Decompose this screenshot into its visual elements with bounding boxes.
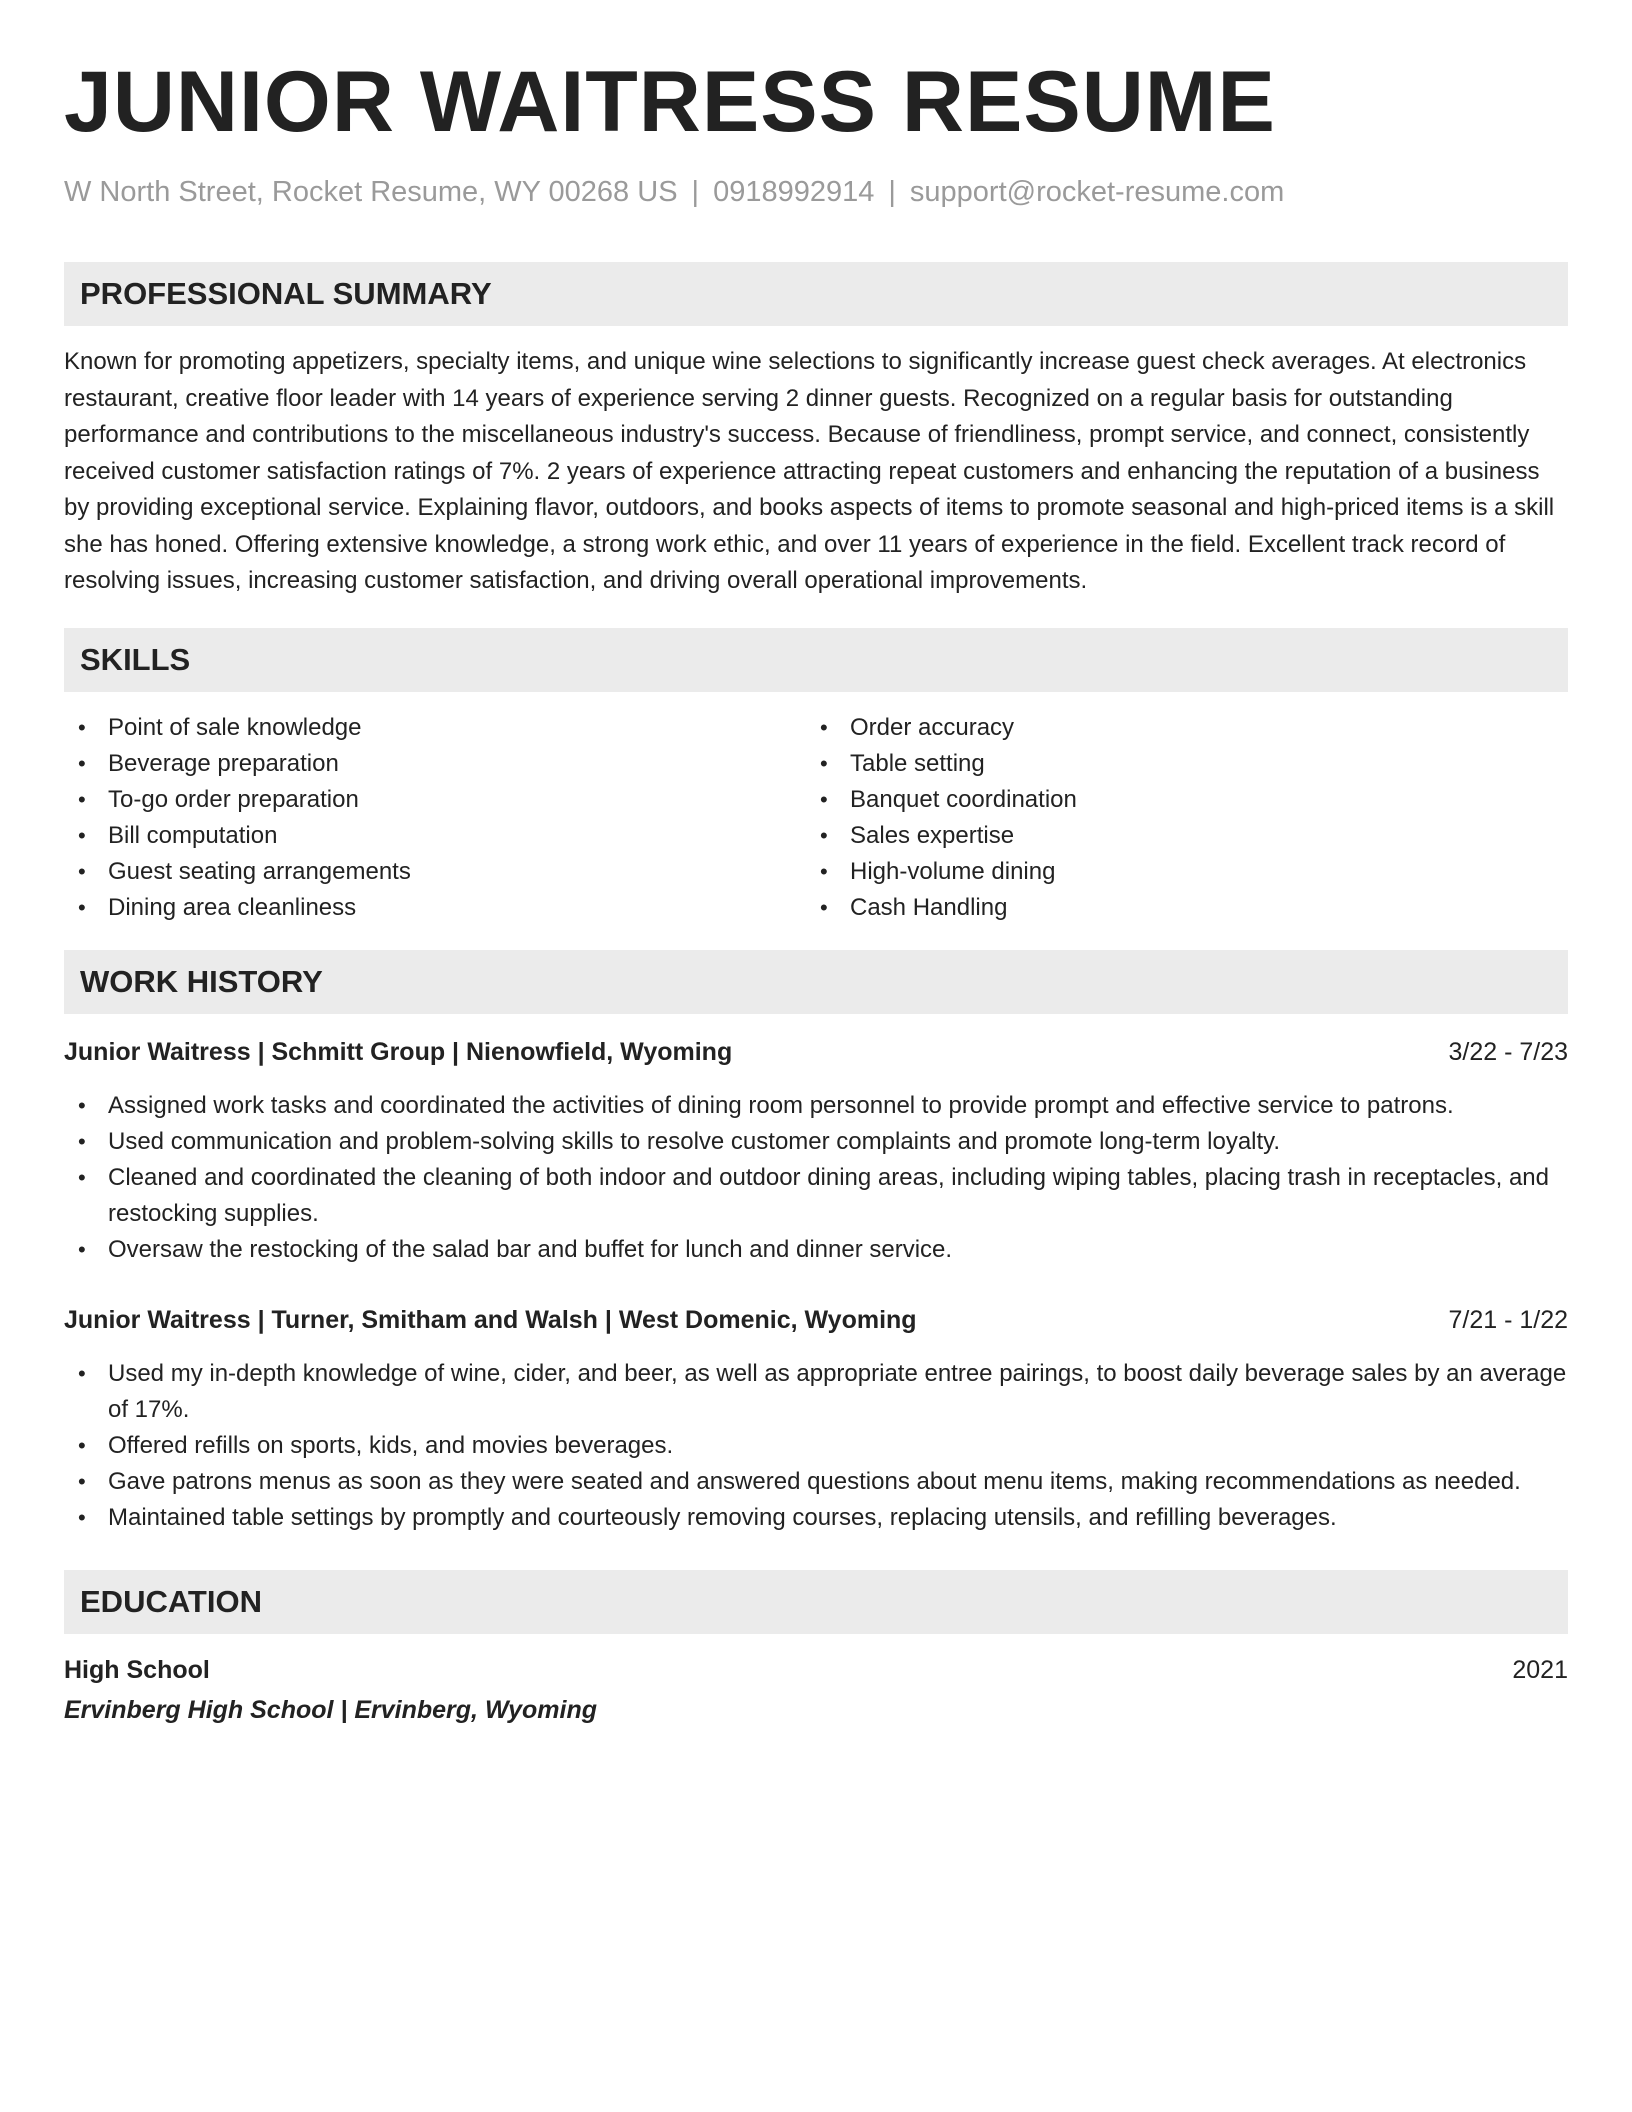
- bullet-icon: •: [820, 786, 828, 812]
- job-duty: • Maintained table settings by promptly and courteously removing courses, replacing utensils, and refilling beverages.: [64, 1500, 1568, 1536]
- job-title: Junior Waitress | Schmitt Group | Nienowfield, Wyoming: [64, 1037, 733, 1066]
- section-heading-summary: PROFESSIONAL SUMMARY: [64, 262, 1568, 326]
- bullet-icon: •: [820, 894, 828, 920]
- bullet-icon: •: [78, 1468, 86, 1494]
- section-heading-work-history: WORK HISTORY: [64, 950, 1568, 1014]
- skill-item: • Dining area cleanliness: [64, 890, 806, 926]
- skills-column-left: [64, 710, 806, 926]
- job-duties: [64, 1088, 1568, 1268]
- contact-address: W North Street, Rocket Resume, WY 00268 US: [64, 176, 678, 208]
- bullet-icon: •: [78, 786, 86, 812]
- job-duties: [64, 1356, 1568, 1536]
- skills-column-right: [806, 710, 1548, 926]
- bullet-icon: •: [78, 750, 86, 776]
- job-duty: • Oversaw the restocking of the salad bar and buffet for lunch and dinner service.: [64, 1232, 1568, 1268]
- skill-item: • Guest seating arrangements: [64, 854, 806, 890]
- contact-line: [64, 174, 1568, 210]
- education-header: [64, 1652, 1568, 1688]
- bullet-icon: •: [820, 750, 828, 776]
- skills-list: [64, 710, 1568, 926]
- job-dates: 3/22 - 7/23: [1448, 1037, 1568, 1066]
- bullet-icon: •: [820, 822, 828, 848]
- contact-email: support@rocket-resume.com: [909, 176, 1285, 208]
- job-duty: • Cleaned and coordinated the cleaning of both indoor and outdoor dining areas, including wiping tables, placing trash in receptacles, and restocking supplies.: [64, 1160, 1568, 1232]
- section-heading-education: EDUCATION: [64, 1570, 1568, 1634]
- resume-page: [64, 52, 1568, 1728]
- education-degree: High School: [64, 1655, 210, 1684]
- skill-item: • Order accuracy: [806, 710, 1548, 746]
- bullet-icon: •: [820, 858, 828, 884]
- contact-phone: 0918992914: [713, 176, 875, 208]
- contact-separator: |: [888, 176, 896, 208]
- job-header: [64, 1302, 1568, 1338]
- bullet-icon: •: [78, 822, 86, 848]
- job-duty: • Gave patrons menus as soon as they were seated and answered questions about menu items, making recommendations as needed.: [64, 1464, 1568, 1500]
- job-duty: • Used my in-depth knowledge of wine, cider, and beer, as well as appropriate entree pairings, to boost daily beverage sales by an average of 17%.: [64, 1356, 1568, 1428]
- skill-item: • Cash Handling: [806, 890, 1548, 926]
- job-duty: • Used communication and problem-solving skills to resolve customer complaints and promote long-term loyalty.: [64, 1124, 1568, 1160]
- job-header: [64, 1034, 1568, 1070]
- skill-item: • Bill computation: [64, 818, 806, 854]
- education-school: Ervinberg High School | Ervinberg, Wyoming: [64, 1695, 597, 1724]
- bullet-icon: •: [78, 1128, 86, 1154]
- bullet-icon: •: [78, 894, 86, 920]
- skill-item: • To-go order preparation: [64, 782, 806, 818]
- job-duty: • Assigned work tasks and coordinated the activities of dining room personnel to provide prompt and effective service to patrons.: [64, 1088, 1568, 1124]
- job-duty: • Offered refills on sports, kids, and movies beverages.: [64, 1428, 1568, 1464]
- bullet-icon: •: [78, 1432, 86, 1458]
- bullet-icon: •: [78, 714, 86, 740]
- skill-item: • Table setting: [806, 746, 1548, 782]
- skill-item: • High-volume dining: [806, 854, 1548, 890]
- job-entry: [64, 1302, 1568, 1536]
- contact-separator: |: [691, 176, 700, 208]
- job-dates: 7/21 - 1/22: [1448, 1305, 1568, 1334]
- bullet-icon: •: [78, 858, 86, 884]
- education-entry: [64, 1652, 1568, 1728]
- job-entry: [64, 1034, 1568, 1268]
- job-title: Junior Waitress | Turner, Smitham and Walsh | West Domenic, Wyoming: [64, 1305, 917, 1334]
- resume-title: JUNIOR WAITRESS RESUME: [64, 54, 1276, 150]
- skill-item: • Sales expertise: [806, 818, 1548, 854]
- bullet-icon: •: [78, 1164, 86, 1190]
- skill-item: • Banquet coordination: [806, 782, 1548, 818]
- bullet-icon: •: [78, 1236, 86, 1262]
- bullet-icon: •: [78, 1504, 86, 1530]
- skill-item: • Beverage preparation: [64, 746, 806, 782]
- section-heading-skills: SKILLS: [64, 628, 1568, 692]
- bullet-icon: •: [78, 1092, 86, 1118]
- bullet-icon: •: [78, 1360, 86, 1386]
- skill-item: • Point of sale knowledge: [64, 710, 806, 746]
- summary-text: Known for promoting appetizers, specialty items, and unique wine selections to significantly increase guest check averages. At electronics restaurant, creative floor leader with 14 years of experience serving 2 dinner guests. Recognized on a regular basis for outstanding performance and contributions to the miscellaneous industry's success. Because of friendliness, prompt service, and connect, consistently received customer satisfaction ratings of 7%. 2 years of experience attracting repeat customers and enhancing the reputation of a business by providing exceptional service. Explaining flavor, outdoors, and books aspects of items to promote seasonal and high-priced items is a skill she has honed. Offering extensive knowledge, a strong work ethic, and over 11 years of experience in the field. Excellent track record of resolving issues, increasing customer satisfaction, and driving overall operational improvements.: [64, 348, 1555, 594]
- bullet-icon: •: [820, 714, 828, 740]
- education-year: 2021: [1512, 1655, 1568, 1684]
